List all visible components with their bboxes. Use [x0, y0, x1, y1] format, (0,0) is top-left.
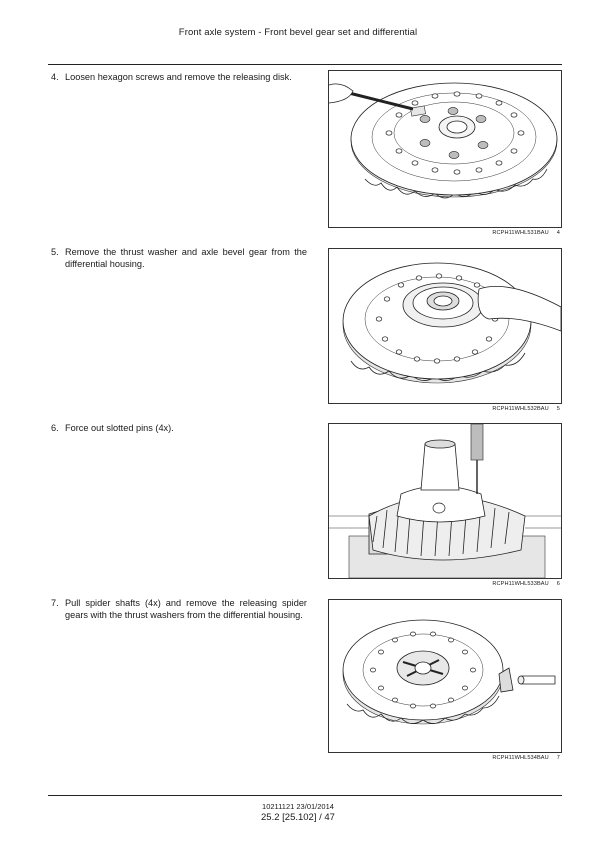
figure-7-caption [328, 755, 560, 761]
figure-code: RCPH11WHL533BAU [492, 581, 549, 587]
footer-page-reference: 25.2 [25.102] / 47 [261, 812, 335, 823]
figure-6-caption [328, 581, 560, 587]
figure-number: 6 [556, 581, 560, 587]
step-6 [51, 422, 307, 434]
figure-number: 4 [556, 230, 560, 236]
figure-code: RCPH11WHL531BAU [492, 230, 549, 236]
step-text: Loosen hexagon screws and remove the releasing disk. [65, 72, 292, 82]
figure-number: 7 [556, 755, 560, 761]
figure-code: RCPH11WHL532BAU [492, 406, 549, 412]
figure-4-illustration [328, 70, 562, 228]
figure-5-illustration [328, 248, 562, 404]
footer-doc-id: 10211121 23/01/2014 [262, 802, 334, 811]
page-header-title: Front axle system - Front bevel gear set and differential [178, 27, 418, 38]
step-number: 7. [51, 598, 59, 608]
step-7 [51, 597, 307, 621]
step-5 [51, 246, 307, 270]
step-4 [51, 71, 307, 83]
figure-4-caption [328, 230, 560, 236]
step-number: 5. [51, 247, 59, 257]
figure-6-illustration [328, 423, 562, 579]
step-text: Remove the thrust washer and axle bevel gear from the differential housing. [65, 247, 307, 269]
step-number: 6. [51, 423, 59, 433]
step-text: Force out slotted pins (4x). [65, 423, 174, 433]
footer-rule [48, 795, 562, 796]
figure-number: 5 [556, 406, 560, 412]
figure-7-illustration [328, 599, 562, 753]
figure-5-caption [328, 406, 560, 412]
step-number: 4. [51, 72, 59, 82]
step-text: Pull spider shafts (4x) and remove the releasing spider gears with the thrust washers from the differential housing. [65, 598, 307, 620]
figure-code: RCPH11WHL534BAU [492, 755, 549, 761]
header-rule [48, 64, 562, 65]
